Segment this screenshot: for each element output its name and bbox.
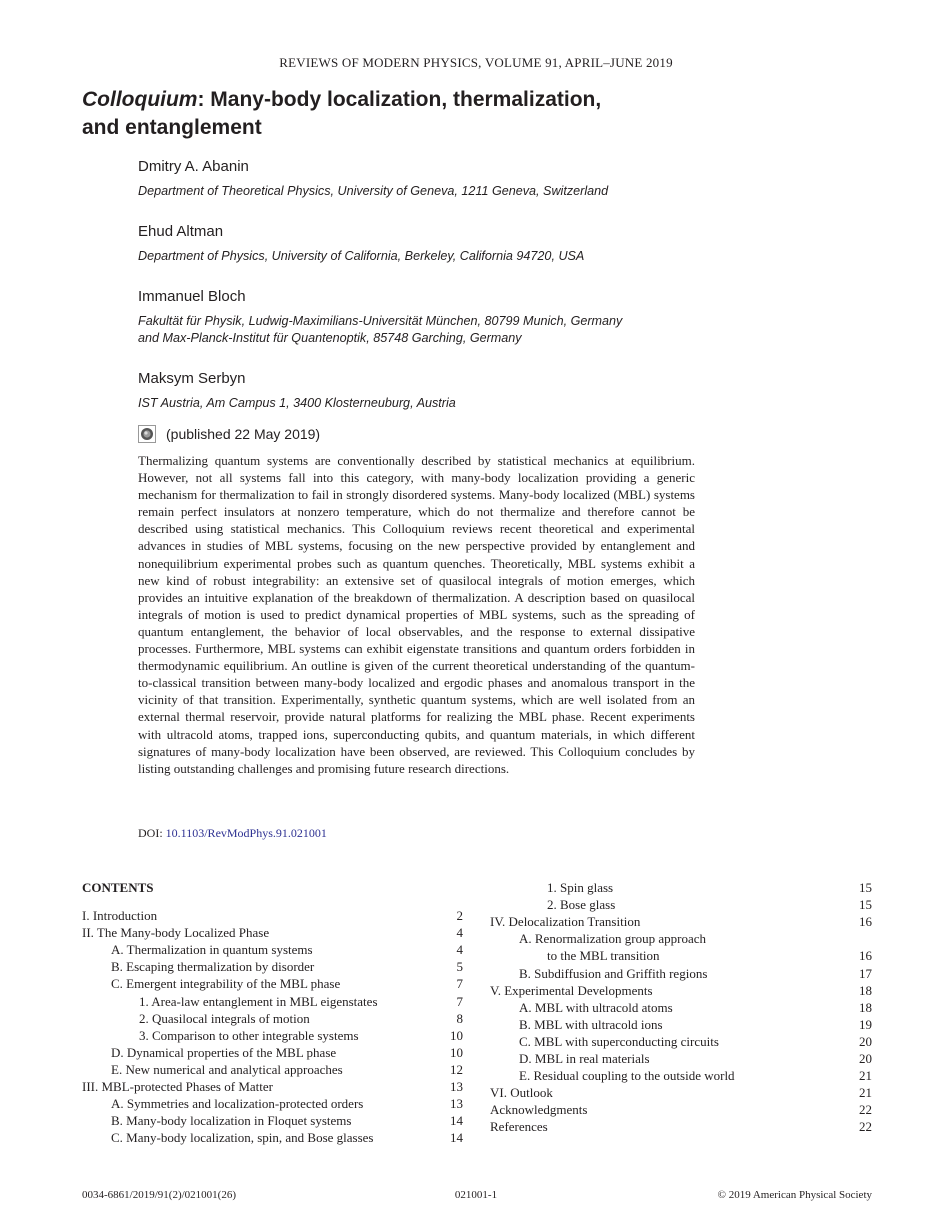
toc-entry[interactable] (490, 1033, 872, 1050)
toc-entry[interactable] (82, 1010, 463, 1027)
toc-entry-label: IV. Delocalization Transition (490, 914, 641, 930)
toc-entry-label: Acknowledgments (490, 1102, 588, 1118)
author-name-4: Maksym Serbyn (138, 370, 246, 387)
toc-entry[interactable] (82, 907, 463, 924)
author-name-1: Dmitry A. Abanin (138, 158, 249, 175)
contents-heading: CONTENTS (82, 880, 154, 895)
abstract: Thermalizing quantum systems are conventionally described by statistical mechanics at equilibrium. However, not all systems fall into this category, with many-body localization providing a generic mechanism for thermalization to fail in strongly disordered systems. Many-body localized (MBL) systems remain perfect insulators at nonzero temperature, which do not thermalize and therefore cannot be described using statistical mechanics. This Colloquium reviews recent theoretical and experimental advances in studies of MBL systems, focusing on the new perspective provided by entanglement and nonequilibrium experimental probes such as quantum quenches. Theoretically, MBL systems exhibit a new kind of robust integrability: an extensive set of quasilocal integrals of motion emerges, which provides an intuitive explanation of the breakdown of thermalization. A description based on quasilocal integrals of motion is used to predict dynamical properties of MBL systems, such as the spreading of quantum entanglement, the behavior of local observables, and the response to external dissipative processes. Furthermore, MBL systems can exhibit eigenstate transitions and quantum orders forbidden in thermodynamic equilibrium. An outline is given of the current theoretical understanding of the quantum-to-classical transition between many-body localized and ergodic phases and anomalous transport in the vicinity of that transition. Experimentally, synthetic quantum systems, which are well isolated from an external thermal reservoir, provide natural platforms for realizing the MBL phase. Recent experiments with ultracold atoms, trapped ions, superconducting qubits, and quantum materials, in which different signatures of many-body localization have been observed, are reviewed. This Colloquium concludes by listing outstanding challenges and promising future research directions. (138, 453, 695, 776)
toc-entry[interactable] (82, 1061, 463, 1078)
author-affiliation-3-line2: and Max-Planck-Institut für Quantenoptik, 85748 Garching, Germany (138, 331, 522, 345)
toc-entry-label: II. The Many-body Localized Phase (82, 925, 270, 941)
toc-entry-page: 13 (450, 1096, 463, 1112)
toc-entry[interactable] (490, 1050, 872, 1067)
toc-entry[interactable] (82, 1078, 463, 1095)
doi-line (138, 826, 327, 841)
toc-entry-label: 3. Comparison to other integrable systems (139, 1027, 359, 1043)
toc-entry[interactable] (490, 1016, 872, 1033)
toc-entry-page: 18 (859, 999, 872, 1015)
doi-label: DOI: (138, 826, 163, 840)
toc-entry-page: 10 (450, 1027, 463, 1043)
toc-entry-label: A. Symmetries and localization-protected orders (111, 1096, 364, 1112)
toc-entry-page: 15 (859, 880, 872, 895)
author-affiliation-3 (138, 313, 738, 347)
footer-copyright: © 2019 American Physical Society (717, 1189, 872, 1201)
toc-entry-page: 2 (456, 908, 463, 923)
author-affiliation-3-line1: Fakultät für Physik, Ludwig-Maximilians-Universität München, 80799 Munich, Germany (138, 314, 623, 328)
footer-page-number: 021001-1 (454, 1189, 498, 1201)
toc-entry[interactable] (82, 1044, 463, 1061)
toc-entry-label: A. Renormalization group approach (519, 931, 706, 947)
toc-entry[interactable] (490, 947, 872, 964)
toc-entry[interactable] (82, 1027, 463, 1044)
toc-entry-label: D. Dynamical properties of the MBL phase (111, 1044, 337, 1060)
toc-entry-page: 12 (450, 1061, 463, 1077)
title-line2: and entanglement (82, 116, 262, 139)
toc-entry-label: B. MBL with ultracold ions (519, 1016, 663, 1032)
toc-entry[interactable] (82, 941, 463, 958)
author-affiliation-1: Department of Theoretical Physics, University of Geneva, 1211 Geneva, Switzerland (138, 184, 609, 198)
toc-entry-label: I. Introduction (82, 908, 158, 923)
toc-entry-page: 14 (450, 1113, 463, 1129)
toc-entry-label: D. MBL in real materials (519, 1051, 650, 1066)
toc-entry-label: A. Thermalization in quantum systems (111, 942, 313, 958)
toc-entry-label: C. Many-body localization, spin, and Bose glasses (111, 1130, 374, 1146)
toc-entry-label: III. MBL-protected Phases of Matter (82, 1079, 273, 1094)
toc-entry[interactable] (82, 1129, 463, 1146)
toc-entry-label: A. MBL with ultracold atoms (519, 999, 673, 1015)
toc-entry-page: 13 (450, 1079, 463, 1094)
toc-entry[interactable] (490, 1067, 872, 1084)
toc-entry-page: 17 (859, 965, 872, 981)
toc-entry[interactable] (82, 975, 463, 992)
toc-entry-page: 16 (859, 914, 872, 930)
toc-entry-page: 19 (859, 1016, 872, 1032)
toc-entry[interactable] (490, 913, 872, 930)
toc-entry-page: 4 (456, 925, 463, 941)
toc-entry-label: 1. Spin glass (547, 880, 614, 895)
toc-entry-label: E. Residual coupling to the outside world (519, 1068, 735, 1084)
toc-entry-page: 21 (859, 1085, 872, 1101)
toc-entry-label: References (490, 1119, 548, 1135)
toc-entry[interactable] (490, 965, 872, 982)
footer-issn: 0034-6861/2019/91(2)/021001(26) (82, 1189, 236, 1201)
toc-entry-label: VI. Outlook (490, 1085, 553, 1101)
toc-entry-page: 22 (859, 1102, 872, 1118)
author-name-2: Ehud Altman (138, 223, 224, 240)
toc-entry-label: to the MBL transition (547, 948, 660, 964)
toc-entry[interactable] (490, 896, 872, 913)
toc-entry-page: 15 (859, 897, 872, 913)
toc-entry-page: 10 (450, 1044, 463, 1060)
toc-entry-page: 22 (859, 1119, 872, 1135)
author-name-3: Immanuel Bloch (138, 288, 246, 305)
publication-info (138, 425, 320, 443)
toc-entry[interactable] (82, 1112, 463, 1129)
toc-entry[interactable] (82, 1095, 463, 1112)
toc-entry[interactable] (82, 958, 463, 975)
toc-entry-page: 21 (859, 1068, 872, 1084)
toc-entry[interactable] (490, 879, 872, 896)
toc-entry-page: 7 (456, 976, 463, 992)
toc-entry-label: E. New numerical and analytical approaches (111, 1061, 343, 1077)
toc-entry[interactable] (490, 1101, 872, 1118)
title-line1: : Many-body localization, thermalization, (197, 88, 602, 111)
author-affiliation-4: IST Austria, Am Campus 1, 3400 Klosterneuburg, Austria (138, 396, 456, 410)
toc-entry[interactable] (490, 999, 872, 1016)
toc-entry[interactable] (82, 993, 463, 1010)
toc-entry-label: V. Experimental Developments (490, 982, 653, 998)
toc-entry-label: B. Subdiffusion and Griffith regions (519, 965, 708, 981)
toc-entry-label: 1. Area-law entanglement in MBL eigenstates (139, 993, 378, 1009)
author-affiliation-2: Department of Physics, University of California, Berkeley, California 94720, USA (138, 249, 585, 263)
toc-entry[interactable] (490, 982, 872, 999)
toc-entry-page: 14 (450, 1130, 463, 1146)
toc-entry-label: 2. Quasilocal integrals of motion (139, 1010, 310, 1026)
toc-entry-label: 2. Bose glass (547, 897, 616, 913)
doi-link[interactable]: 10.1103/RevModPhys.91.021001 (165, 826, 327, 840)
toc-entry-page: 18 (859, 982, 872, 998)
toc-entry[interactable] (490, 1118, 872, 1135)
toc-entry-label: B. Escaping thermalization by disorder (111, 959, 315, 975)
toc-entry-page: 5 (456, 959, 463, 975)
toc-entry-page: 16 (859, 948, 872, 964)
toc-entry-page: 20 (859, 1033, 872, 1049)
toc-entry-label: B. Many-body localization in Floquet systems (111, 1113, 352, 1129)
toc-entry[interactable] (82, 924, 463, 941)
toc-entry-label: C. MBL with superconducting circuits (519, 1033, 719, 1049)
crossmark-icon[interactable] (138, 425, 156, 443)
toc-entry-page: 8 (456, 1010, 463, 1026)
toc-entry-label: C. Emergent integrability of the MBL phase (111, 976, 341, 992)
toc-entry[interactable] (490, 930, 872, 947)
toc-entry-page: 4 (456, 942, 463, 958)
title-colloquium: Colloquium (82, 88, 198, 111)
toc-entry-page: 7 (456, 993, 463, 1009)
toc-entry-page: 20 (859, 1051, 872, 1066)
published-date: (published 22 May 2019) (166, 426, 321, 442)
journal-header: REVIEWS OF MODERN PHYSICS, VOLUME 91, APRIL–JUNE 2019 (279, 55, 673, 70)
toc-entry[interactable] (490, 1084, 872, 1101)
article-title (82, 86, 702, 142)
